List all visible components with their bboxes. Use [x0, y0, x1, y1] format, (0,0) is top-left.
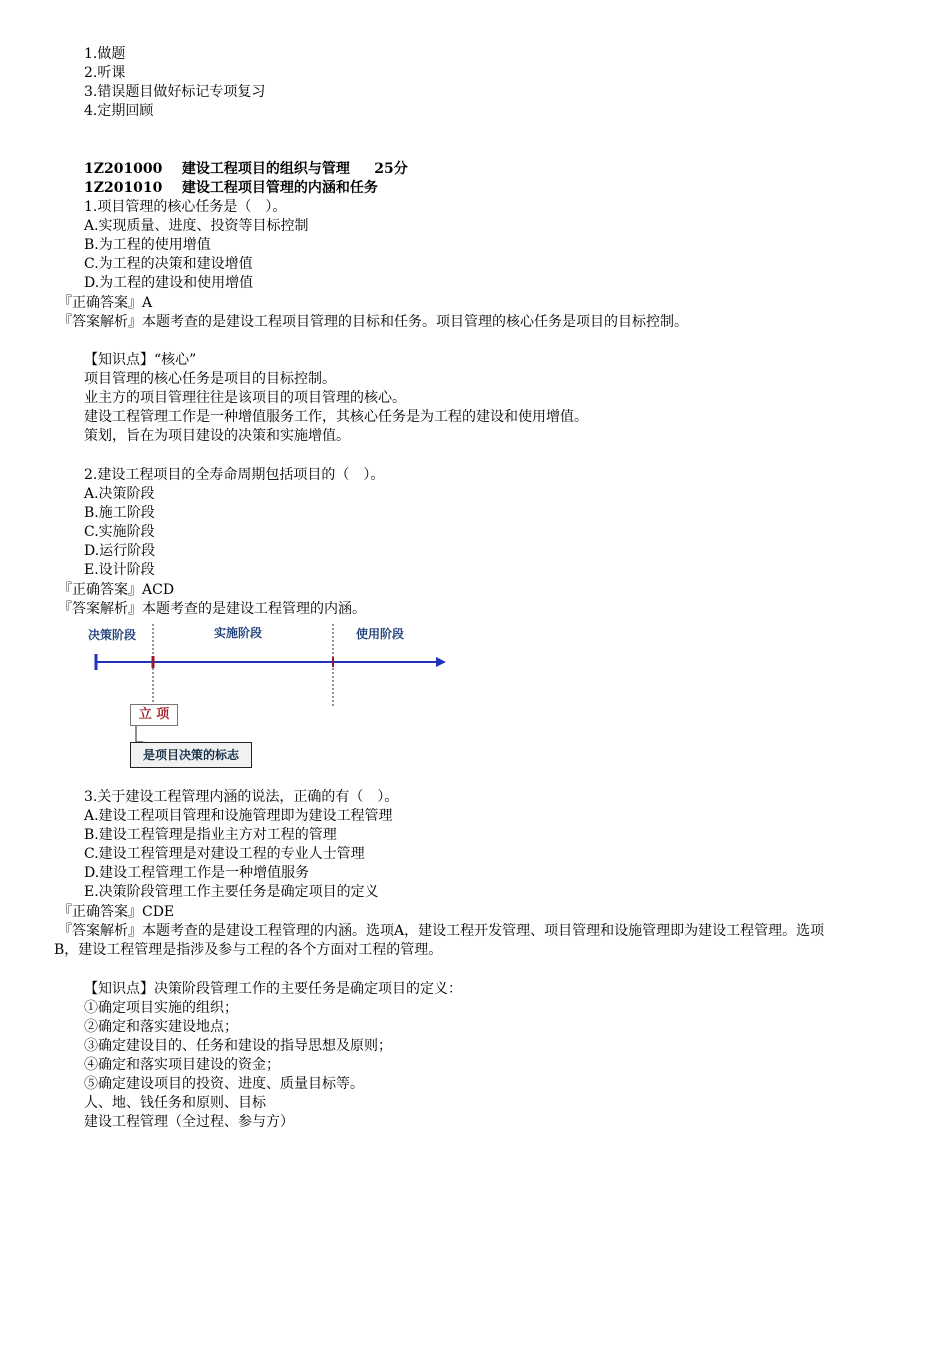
knowledge-point-line: 项目管理的核心任务是项目的目标控制。	[84, 371, 336, 387]
knowledge-point-line: 建设工程管理（全过程、参与方）	[84, 1114, 294, 1130]
answer-analysis: 『答案解析』本题考查的是建设工程项目管理的目标和任务。项目管理的核心任务是项目的目标控制。	[58, 314, 688, 330]
phase-label-decision: 决策阶段	[88, 628, 137, 642]
study-step: 2.听课	[84, 65, 126, 81]
study-step: 3.错误题目做好标记专项复习	[84, 84, 266, 100]
question-option: E.设计阶段	[84, 562, 155, 578]
question-stem: 1.项目管理的核心任务是（ ）。	[84, 199, 287, 215]
question-stem: 3.关于建设工程管理内涵的说法，正确的有（ ）。	[84, 789, 399, 805]
section-code: 1Z201010	[84, 180, 163, 196]
phase-label-implementation: 实施阶段	[214, 626, 263, 640]
milestone-note: 是项目决策的标志	[130, 742, 252, 768]
chapter-heading	[84, 160, 408, 179]
milestone-box: 立 项	[130, 704, 178, 726]
correct-answer: 『正确答案』ACD	[58, 582, 175, 598]
phase-label-operation: 使用阶段	[356, 627, 405, 641]
knowledge-point-line: 业主方的项目管理往往是该项目的项目管理的核心。	[84, 390, 406, 406]
knowledge-point-line: ①确定项目实施的组织；	[84, 1000, 238, 1016]
section-heading	[84, 179, 378, 198]
correct-answer: 『正确答案』CDE	[58, 904, 175, 920]
timeline-arrowhead	[436, 657, 446, 667]
question-option: D.运行阶段	[84, 543, 156, 559]
chapter-title: 建设工程项目的组织与管理	[181, 161, 350, 177]
knowledge-point-line: 建设工程管理工作是一种增值服务工作，其核心任务是为工程的建设和使用增值。	[84, 409, 588, 425]
question-option: A.实现质量、进度、投资等目标控制	[84, 218, 309, 234]
question-option: B.为工程的使用增值	[84, 237, 211, 253]
question-option: C.建设工程管理是对建设工程的专业人士管理	[84, 846, 365, 862]
knowledge-point-line: ⑤确定建设项目的投资、进度、质量目标等。	[84, 1076, 364, 1092]
question-option: A.决策阶段	[84, 486, 155, 502]
chapter-code: 1Z201000	[84, 161, 163, 177]
study-step: 1.做题	[84, 46, 126, 62]
question-option: D.建设工程管理工作是一种增值服务	[84, 865, 310, 881]
knowledge-point-line: ③确定建设目的、任务和建设的指导思想及原则；	[84, 1038, 392, 1054]
section-title: 建设工程项目管理的内涵和任务	[181, 180, 378, 196]
question-option: C.实施阶段	[84, 524, 155, 540]
knowledge-point-line: 人、地、钱任务和原则、目标	[84, 1095, 266, 1111]
knowledge-point-line: ②确定和落实建设地点；	[84, 1019, 238, 1035]
question-option: B.建设工程管理是指业主方对工程的管理	[84, 827, 337, 843]
knowledge-point-line: ④确定和落实项目建设的资金；	[84, 1057, 280, 1073]
question-option: E.决策阶段管理工作主要任务是确定项目的定义	[84, 884, 379, 900]
knowledge-point-line: 策划，旨在为项目建设的决策和实施增值。	[84, 428, 350, 444]
knowledge-point-title: 【知识点】决策阶段管理工作的主要任务是确定项目的定义：	[84, 981, 462, 997]
lifecycle-diagram	[84, 620, 464, 770]
question-option: C.为工程的决策和建设增值	[84, 256, 253, 272]
answer-analysis-continued: B，建设工程管理是指涉及参与工程的各个方面对工程的管理。	[54, 942, 443, 958]
answer-analysis: 『答案解析』本题考查的是建设工程管理的内涵。	[58, 601, 366, 617]
answer-analysis: 『答案解析』本题考查的是建设工程管理的内涵。选项A，建设工程开发管理、项目管理和设施管理即为建设工程管理。选项	[58, 923, 825, 939]
question-option: D.为工程的建设和使用增值	[84, 275, 254, 291]
study-step: 4.定期回顾	[84, 103, 154, 119]
chapter-score: 25分	[374, 161, 408, 177]
question-stem: 2.建设工程项目的全寿命周期包括项目的（ ）。	[84, 467, 385, 483]
knowledge-point-title: 【知识点】“核心”	[84, 352, 197, 368]
correct-answer: 『正确答案』A	[58, 295, 153, 311]
question-option: A.建设工程项目管理和设施管理即为建设工程管理	[84, 808, 393, 824]
question-option: B.施工阶段	[84, 505, 155, 521]
